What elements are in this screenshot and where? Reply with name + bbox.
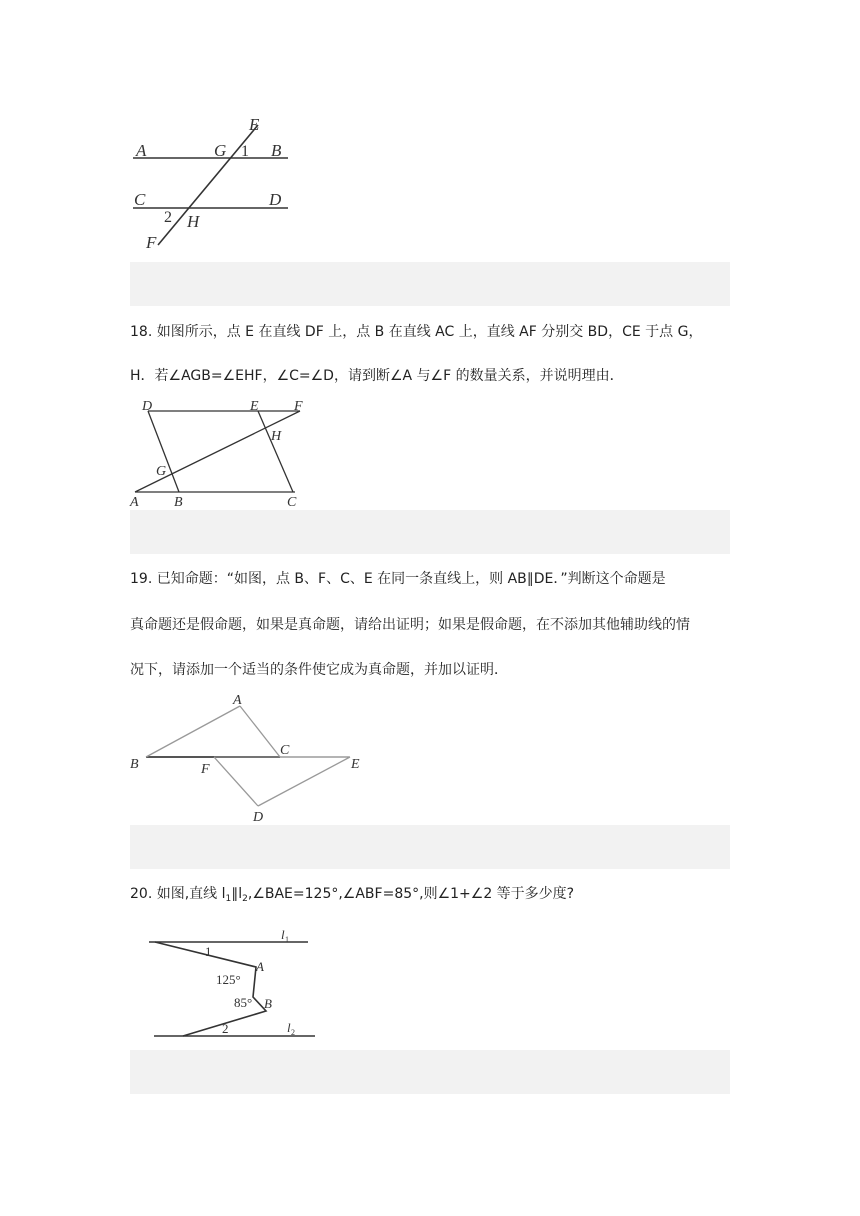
question-20-sub-2: 2 — [242, 894, 248, 904]
label-d: D — [142, 399, 153, 414]
label-g: G — [156, 464, 167, 479]
segment-ac — [240, 706, 280, 757]
question-20-sub-1: 1 — [225, 894, 232, 904]
label-c: C — [280, 743, 290, 758]
label-b: B — [264, 996, 272, 1011]
segment-fd — [214, 757, 258, 806]
label-b: B — [174, 495, 183, 510]
figure-17-svg — [128, 110, 298, 255]
segment-de — [258, 757, 350, 806]
label-g: G — [214, 141, 227, 160]
label-b: B — [130, 757, 139, 772]
label-l2: l — [287, 1020, 291, 1035]
question-20-parallel: ∥l — [231, 886, 243, 902]
answer-box-17[interactable] — [130, 262, 730, 306]
figure-17 — [128, 110, 298, 255]
answer-box-18[interactable] — [130, 510, 730, 554]
label-c: C — [134, 190, 146, 209]
label-angle-125: 125° — [216, 972, 241, 987]
label-angle-2: 2 — [164, 209, 172, 226]
label-e: E — [249, 115, 260, 134]
label-d: D — [253, 810, 264, 825]
label-a: A — [130, 495, 139, 510]
label-angle-1: 1 — [205, 944, 212, 959]
segment-ba — [146, 706, 240, 757]
label-h: H — [271, 429, 282, 444]
figure-20-svg — [145, 925, 325, 1045]
label-a: A — [256, 959, 264, 974]
label-l2-sub: 2 — [291, 1028, 295, 1037]
label-h: H — [187, 212, 200, 231]
figure-20 — [145, 925, 325, 1045]
figure-18 — [128, 395, 318, 510]
label-l1-sub: 1 — [285, 935, 289, 944]
question-18-line-2: H．若∠AGB=∠EHF，∠C=∠D，请到断∠A 与∠F 的数量关系，并说明理由． — [130, 368, 624, 384]
label-c: C — [287, 495, 297, 510]
segment-db — [148, 411, 179, 492]
answer-box-20[interactable] — [130, 1050, 730, 1094]
label-e: E — [351, 757, 360, 772]
label-f: F — [294, 399, 303, 414]
label-a: A — [136, 141, 147, 160]
label-l1: l — [281, 927, 285, 942]
figure-19 — [128, 688, 373, 828]
label-d: D — [269, 190, 282, 209]
label-f: F — [146, 233, 157, 252]
label-a: A — [233, 693, 242, 708]
label-angle-1: 1 — [241, 143, 249, 160]
question-20-prefix: 20. 如图,直线 l — [130, 886, 226, 902]
answer-box-19[interactable] — [130, 825, 730, 869]
label-b: B — [271, 141, 282, 160]
question-19-line-3: 况下，请添加一个适当的条件使它成为真命题，并加以证明． — [130, 662, 508, 678]
question-20-suffix: ,∠BAE=125°,∠ABF=85°,则∠1+∠2 等于多少度? — [247, 886, 575, 902]
label-angle-85: 85° — [234, 995, 253, 1010]
figure-18-svg — [128, 395, 318, 510]
question-18-line-1: 18. 如图所示，点 E 在直线 DF 上，点 B 在直线 AC 上，直线 AF 分别交 BD，CE 于点 G， — [130, 324, 703, 340]
figure-19-svg — [128, 688, 373, 828]
label-angle-2: 2 — [222, 1021, 229, 1036]
label-e: E — [250, 399, 259, 414]
question-20 — [130, 884, 730, 909]
question-19-line-2: 真命题还是假命题，如果是真命题，请给出证明；如果是假命题，在不添加其他辅助线的情 — [130, 617, 690, 633]
question-19-line-1: 19. 已知命题：“如图，点 B、F、C、E 在同一条直线上，则 AB∥DE．”判断这个命题是 — [130, 571, 666, 587]
label-f: F — [201, 762, 210, 777]
